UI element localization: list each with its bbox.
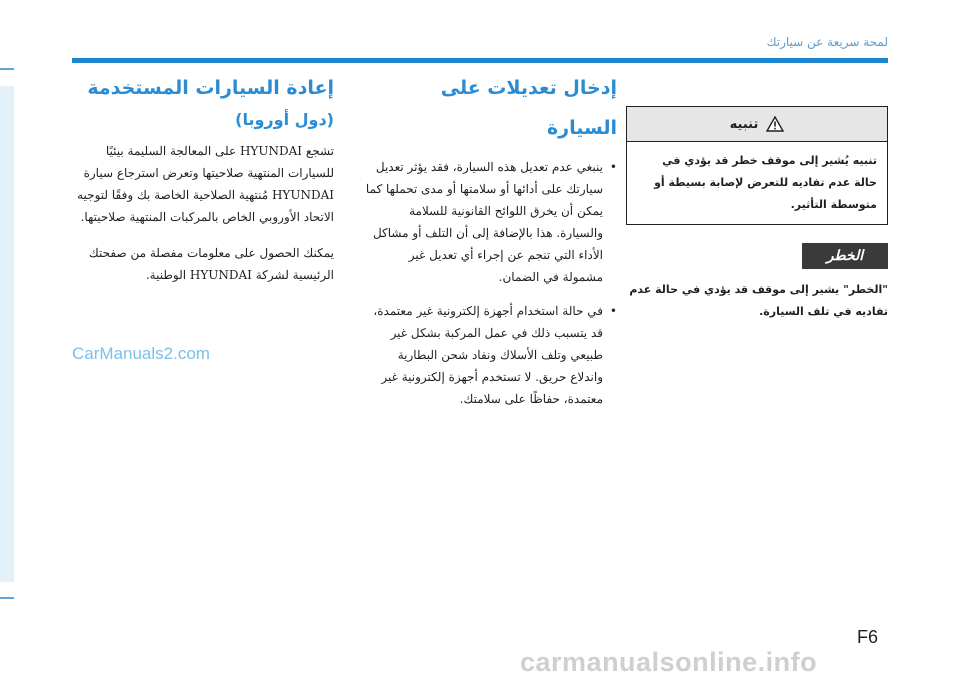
right-column [626,106,888,323]
chapter-header: لمحة سريعة عن سيارتك [766,35,888,49]
recycling-title: إعادة السيارات المستخدمة [87,77,334,99]
recycling-subtitle: (دول أوروبا) [235,110,334,129]
notice-title: تنبيه [729,116,759,132]
notice-text: تنبيه يُشير إلى موقف خطر قد يؤدي في حالة عدم تفاديه للتعرض لإصابة بسيطة أو متوسطة التأثير. [654,154,877,211]
middle-column [365,68,617,422]
recycling-paragraph-1: تشجع HYUNDAI على المعالجة السليمة بيئيًا للسيارات المنتهية صلاحيتها وتعرض استرجاع سيارة HYUNDAI مُنتهية الصلاحية الخاصة بك وفقًا لتوجيه الاتحاد الأوروبي الخاص بالمركبات المنتهية صلاحيتها. [77,144,334,224]
modification-title: إدخال تعديلات على السيارة [440,77,617,139]
list-item: • في حالة استخدام أجهزة إلكترونية غير معتمدة، قد يتسبب ذلك في عمل المركبة بشكل غير طبيعي وتلف الأسلاك ونفاد شحن البطارية واندلاع حريق. لا تستخدم أجهزة إلكترونية غير معتمدة، حفاظًا على سلامتك. [373,304,617,406]
bullet-text: في حالة استخدام أجهزة إلكترونية غير معتمدة، قد يتسبب ذلك في عمل المركبة بشكل غير طبيعي وتلف الأسلاك ونفاد شحن البطارية واندلاع حريق. لا تستخدم أجهزة إلكترونية غير معتمدة، حفاظًا على سلامتك. [373,304,603,406]
page-number: F6 [857,627,879,647]
left-side-rail [0,86,14,582]
notice-header [627,107,887,142]
modification-list [365,156,617,410]
footer-watermark: carmanualsonline.info [520,647,818,677]
header-rule [72,58,888,63]
site-watermark: CarManuals2.com [72,344,210,363]
notice-box [626,106,888,225]
recycling-paragraph-2: يمكنك الحصول على معلومات مفصلة من صفحتك الرئيسية لشركة HYUNDAI الوطنية. [88,246,334,282]
list-item: • ينبغي عدم تعديل هذه السيارة، فقد يؤثر تعديل سيارتك على أدائها أو سلامتها أو مدى تحملها كما يمكن أن يخرق اللوائح القانونية للسلامة والسيارة. هذا بالإضافة إلى أن التلف أو مشاكل الأداء التي تنجم عن إجراء أي تعديل غير مشمولة في الضمان. [365,160,617,284]
bullet-text: ينبغي عدم تعديل هذه السيارة، فقد يؤثر تعديل سيارتك على أدائها أو سلامتها أو مدى تحملها كما يمكن أن يخرق اللوائح القانونية للسلامة والسيارة. هذا بالإضافة إلى أن التلف أو مشاكل الأداء التي تنجم عن إجراء أي تعديل غير مشمولة في الضمان. [365,160,603,284]
left-rail-bottom-mark [0,597,14,599]
danger-label: الخطر [802,243,888,269]
warning-triangle-icon [766,116,784,132]
danger-text: "الخطر" يشير إلى موقف قد يؤدي في حالة عدم تفاديه في تلف السيارة. [629,283,888,318]
left-rail-top-mark [0,68,14,70]
left-column [72,68,334,300]
